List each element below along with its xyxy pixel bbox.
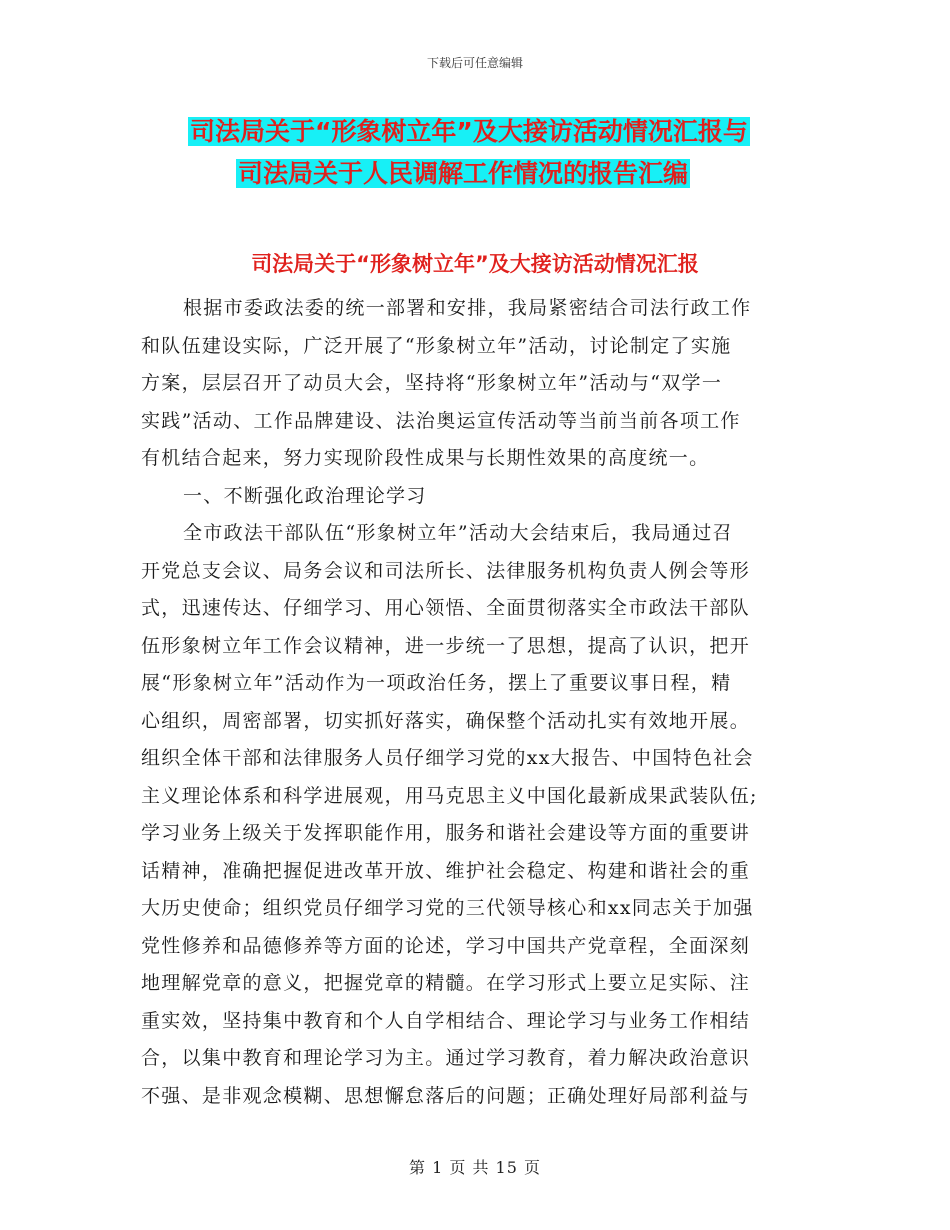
paragraph-line: 大历史使命；组织党员仔细学习党的三代领导核心和xx同志关于加强: [141, 897, 754, 919]
paragraph-line: 心组织，周密部署，切实抓好落实，确保整个活动扎实有效地开展。: [141, 709, 751, 732]
paragraph-line: 开党总支会议、局务会议和司法所长、法律服务机构负责人例会等形: [141, 559, 751, 582]
paragraph-line: 主义理论体系和科学进展观，用马克思主义中国化最新成果武装队伍;: [141, 784, 758, 807]
paragraph-line: 实践”活动、工作品牌建设、法治奥运宣传活动等当前当前各项工作: [141, 409, 741, 432]
document-title-line-1-text: 司法局关于“形象树立年”及大接访活动情况汇报与: [190, 117, 748, 146]
document-title-line-2-text: 司法局关于人民调解工作情况的报告汇编: [238, 159, 689, 188]
paragraph-line: 学习业务上级关于发挥职能作用，服务和谐社会建设等方面的重要讲: [141, 822, 751, 844]
body-text: [141, 290, 809, 1115]
paragraph-line: 展“形象树立年”活动作为一项政治任务，摆上了重要议事日程，精: [141, 672, 732, 694]
paragraph-line: 地理解党章的意义，把握党章的精髓。在学习形式上要立足实际、注: [141, 972, 751, 994]
paragraph-line: 式，迅速传达、仔细学习、用心领悟、全面贯彻落实全市政法干部队: [141, 597, 751, 619]
section-title: 司法局关于“形象树立年”及大接访活动情况汇报: [251, 252, 699, 276]
paragraph-line: 根据市委政法委的统一部署和安排，我局紧密结合司法行政工作: [183, 297, 752, 319]
paragraph-line: 党性修养和品德修养等方面的论述，学习中国共产党章程，全面深刻: [141, 934, 751, 957]
paragraph-line: 伍形象树立年工作会议精神，进一步统一了思想，提高了认识，把开: [141, 634, 751, 657]
paragraph-line: 重实效，坚持集中教育和个人自学相结合、理论学习与业务工作相结: [141, 1009, 751, 1032]
paragraph-line: 组织全体干部和法律服务人员仔细学习党的xx大报告、中国特色社会: [141, 747, 754, 769]
page-footer: 第 1 页 共 15 页: [409, 1158, 541, 1177]
paragraph-line: 不强、是非观念模糊、思想懈怠落后的问题；正确处理好局部利益与: [141, 1084, 751, 1107]
paragraph-line: 全市政法干部队伍“形象树立年”活动大会结束后，我局通过召: [183, 522, 733, 544]
paragraph-line: 方案，层层召开了动员大会，坚持将“形象树立年”活动与“双学一: [141, 372, 723, 394]
subsection-heading: 一、不断强化政治理论学习: [183, 484, 427, 507]
paragraph-line: 有机结合起来，努力实现阶段性成果与长期性效果的高度统一。: [141, 447, 710, 469]
paragraph-line: 和队伍建设实际，广泛开展了“形象树立年”活动，讨论制定了实施: [141, 334, 732, 357]
document-title-line-2: [0, 152, 950, 196]
page-header: 下载后可任意编辑: [426, 56, 523, 70]
document-title-line-1: [0, 110, 950, 154]
paragraph-line: 合，以集中教育和理论学习为主。通过学习教育，着力解决政治意识: [141, 1047, 751, 1069]
paragraph-line: 话精神，准确把握促进改革开放、维护社会稳定、构建和谐社会的重: [141, 859, 751, 882]
